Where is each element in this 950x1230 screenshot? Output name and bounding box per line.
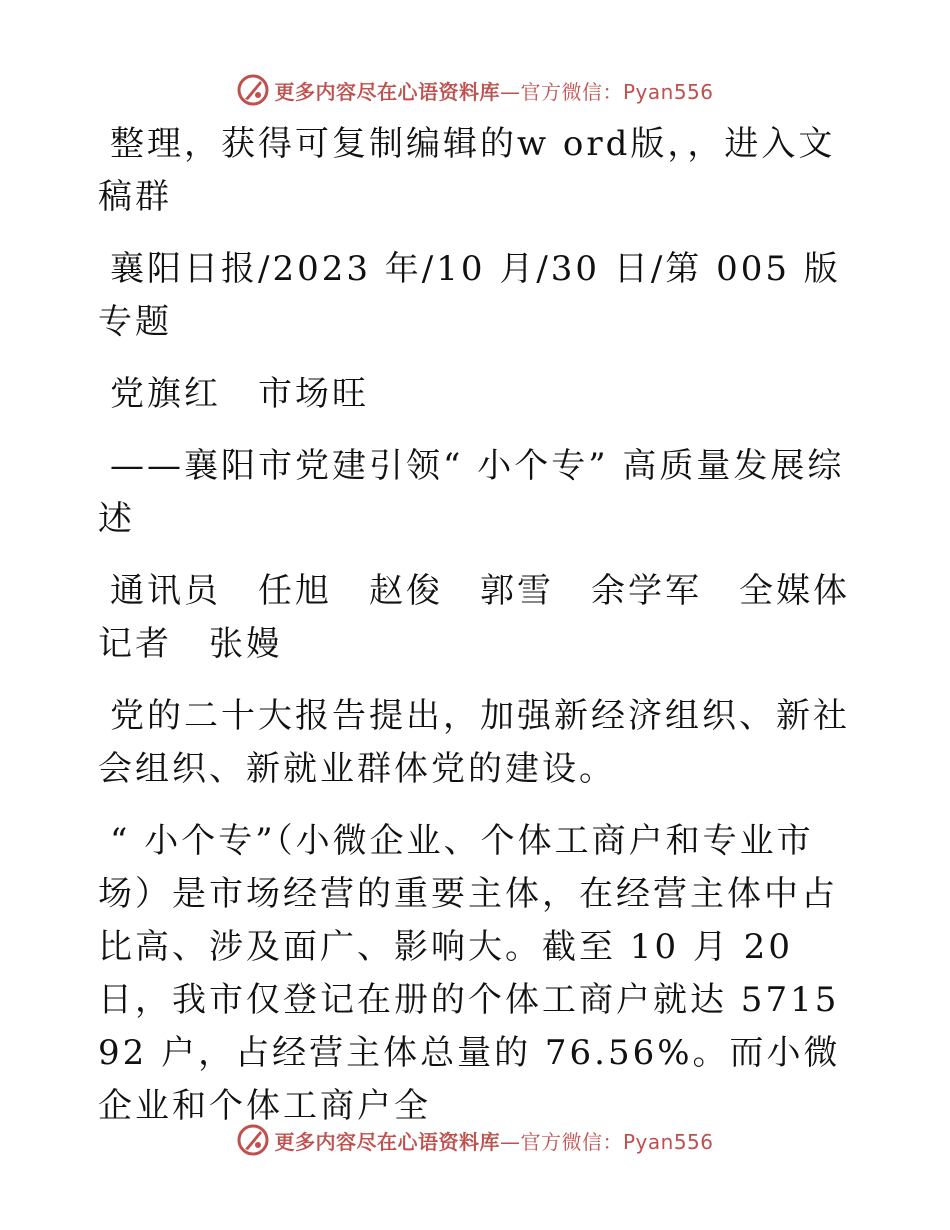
footer-banner-text: [274, 1126, 713, 1155]
body-paragraph: 党的二十大报告提出，加强新经济组织、新社会组织、新就业群体党的建设。: [98, 696, 850, 789]
intro-paragraph: 整理，获得可复制编辑的w ord版，，进入文稿群: [98, 124, 836, 217]
footer-watermark: [0, 1120, 950, 1160]
header-site-text: 更多内容尽在心语资料库: [274, 79, 500, 104]
document-body: [98, 118, 850, 1152]
quill-logo-icon: [236, 1123, 270, 1157]
header-separator: —: [499, 79, 521, 104]
header-watermark: [0, 70, 950, 110]
article-headline: 党旗红 市场旺: [110, 374, 369, 414]
source-line: 襄阳日报/2023 年/10 月/30 日/第 005 版专题: [98, 249, 841, 342]
header-banner-text: [274, 76, 713, 105]
article-byline: 通讯员 任旭 赵俊 郭雪 余学军 全媒体记者 张嫚: [98, 571, 850, 664]
footer-separator: —: [499, 1129, 521, 1154]
footer-wechat-label: 官方微信：: [520, 1129, 623, 1154]
body-paragraph: “ 小个专”（小微企业、个体工商户和专业市场）是市场经营的重要主体，在经营主体中占比高、涉及面广、影响大。截至 10 月 20 日，我市仅登记在册的个体工商户就达 571592 户，占经营主体总量的 76.56%。而小微企业和个体工商户全: [98, 821, 841, 1126]
quill-logo-icon: [236, 73, 270, 107]
article-subheadline: ——襄阳市党建引领“ 小个专” 高质量发展综述: [98, 446, 845, 539]
footer-wechat-id: Pyan556: [622, 1129, 714, 1154]
footer-site-text: 更多内容尽在心语资料库: [274, 1129, 500, 1154]
header-wechat-id: Pyan556: [622, 79, 714, 104]
header-wechat-label: 官方微信：: [520, 79, 623, 104]
